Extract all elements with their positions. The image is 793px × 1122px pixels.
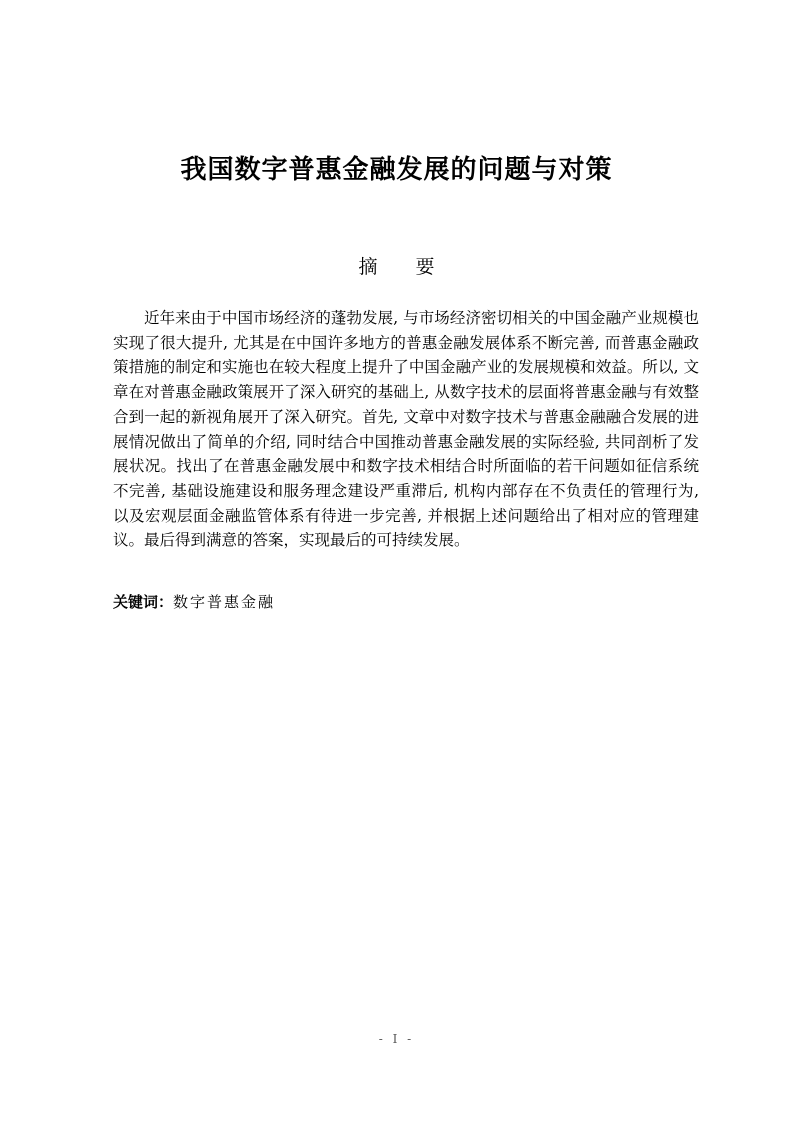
keywords-line (113, 590, 699, 614)
abstract-paragraph: 近年来由于中国市场经济的蓬勃发展, 与市场经济密切相关的中国金融产业规模也实现了很大提升, 尤其是在中国许多地方的普惠金融发展体系不断完善, 而普惠金融政策措施的制定和实施也在较大程度上提升了中国金融产业的发展规模和效益。所以, 文章在对普惠金融政策展开了深入研究的基础上, 从数字技术的层面将普惠金融与有效整合到一起的新视角展开了深入研究。首先, 文章中对数字技术与普惠金融融合发展的进展情况做出了简单的介绍, 同时结合中国推动普惠金融发展的实际经验, 共同剖析了发展状况。找出了在普惠金融发展中和数字技术相结合时所面临的若干问题如征信系统不完善, 基础设施建设和服务理念建设严重滞后, 机构内部存在不负责任的管理行为, 以及宏观层面金融监管体系有待进一步完善, 并根据上述问题给出了相对应的管理建议。最后得到满意的答案，实现最后的可持续发展。 (113, 309, 699, 550)
page-title: 我国数字普惠金融发展的问题与对策 (180, 155, 613, 185)
abstract-heading: 摘要 (358, 256, 473, 278)
page-number: - I - (378, 1032, 415, 1046)
keywords-label: 关键词： (113, 593, 174, 611)
keywords-value: 数字普惠金融 (173, 593, 276, 611)
abstract-body (113, 306, 699, 553)
